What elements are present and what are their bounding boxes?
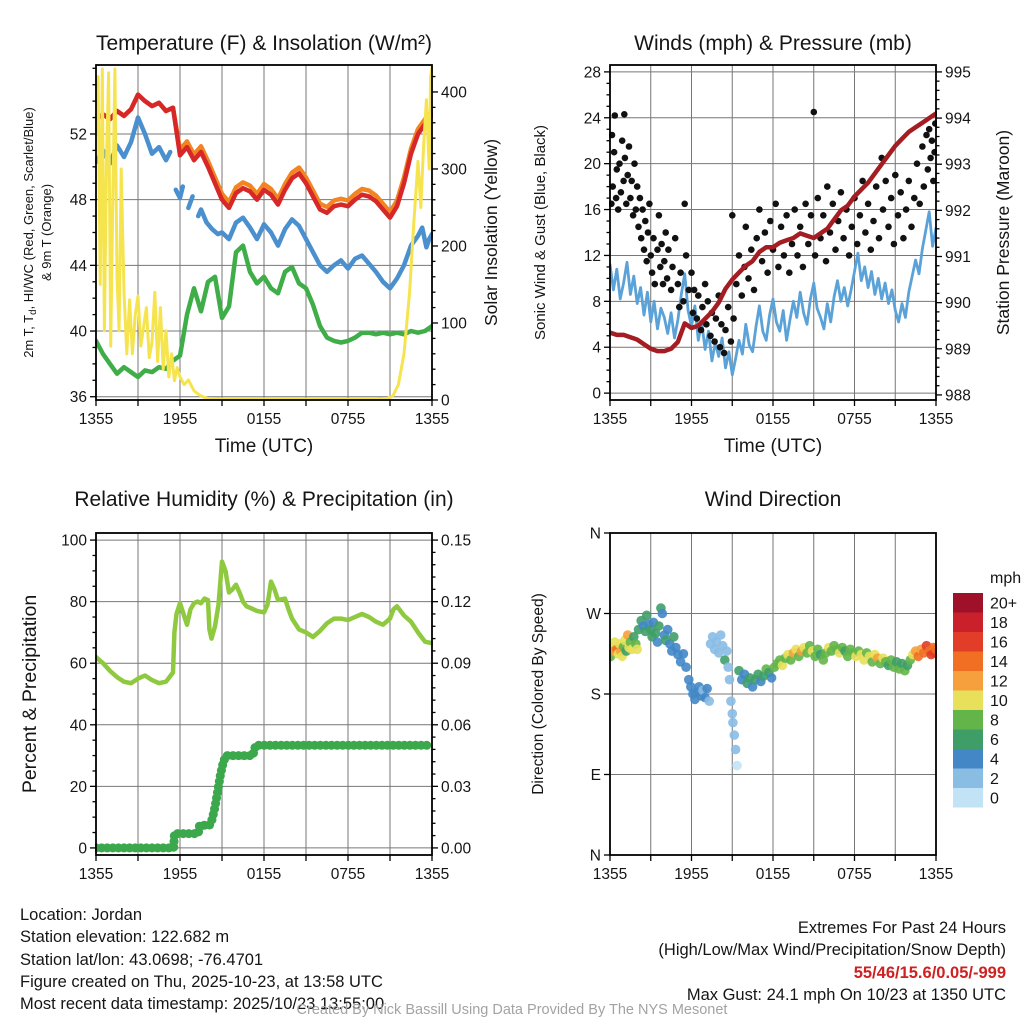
tick-marks [604, 533, 936, 861]
y-left-axis-label: Percent & Precipitation [19, 594, 41, 794]
x-tick-label: 1355 [918, 411, 954, 428]
chart-title: Wind Direction [704, 488, 842, 511]
x-tick-label: 1955 [162, 411, 198, 428]
y-left-tick-label: 48 [69, 192, 87, 210]
y-right-tick-label: 0.12 [441, 594, 472, 612]
x-tick-label: 0155 [755, 411, 791, 428]
legend-swatch [953, 769, 983, 789]
gridlines [96, 65, 432, 400]
y-left-tick-label: E [590, 767, 601, 784]
chart-winds-pressure [512, 0, 1024, 470]
x-tick-label: 0755 [330, 411, 366, 428]
y-left-tick-label: 40 [69, 717, 87, 735]
y-left-tick-label: 20 [583, 156, 601, 174]
x-tick-label: 1355 [78, 411, 114, 428]
legend-label: 4 [990, 751, 999, 769]
x-tick-label: 0755 [837, 411, 872, 428]
x-tick-label: 1355 [918, 866, 954, 883]
x-tick-label: 1355 [592, 866, 628, 883]
y-left-axis-label: Sonic Wind & Gust (Blue, Black) [532, 124, 549, 341]
chart-title: Temperature (F) & Insolation (W/m²) [95, 32, 433, 55]
station-location: Location: Jordan [20, 906, 143, 924]
legend-label: 14 [990, 654, 1008, 671]
figure-created-timestamp: Figure created on Thu, 2025-10-23, at 13:58 UTC [20, 972, 383, 991]
x-axis-label: Time (UTC) [214, 436, 314, 457]
y-right-tick-label: 990 [945, 295, 971, 313]
y-left-tick-label: 12 [583, 247, 601, 265]
legend-label: 8 [990, 712, 999, 730]
legend-label: 0 [990, 790, 999, 808]
y-right-tick-label: 200 [441, 238, 467, 256]
legend-label: 18 [990, 615, 1008, 632]
x-tick-label: 1355 [414, 411, 450, 428]
y-right-tick-label: 0.09 [441, 655, 472, 673]
y-right-axis-label: Solar Insolation (Yellow) [481, 138, 501, 327]
legend-swatch [953, 632, 983, 652]
y-right-tick-label: 995 [945, 64, 971, 82]
y-right-tick-label: 400 [441, 84, 467, 102]
y-left-tick-label: S [590, 686, 601, 704]
credit-line: Created By Nick Bassill Using Data Provided By The NYS Mesonet [296, 1002, 728, 1018]
x-tick-label: 1955 [674, 866, 709, 883]
y-left-tick-label: 0 [592, 385, 601, 403]
x-axis-label: Time (UTC) [723, 436, 823, 457]
y-left-tick-label: W [586, 606, 601, 623]
max-gust: Max Gust: 24.1 mph On 10/23 at 1350 UTC [686, 985, 1006, 1004]
chart-title: Winds (mph) & Pressure (mb) [634, 32, 912, 55]
legend-swatch [953, 671, 983, 691]
y-right-tick-label: 991 [945, 248, 971, 266]
extremes-values: 55/46/15.6/0.05/-999 [853, 963, 1006, 982]
y-right-tick-label: 992 [945, 202, 971, 220]
x-tick-label: 1955 [674, 411, 709, 428]
extremes-title: Extremes For Past 24 Hours [797, 919, 1006, 937]
legend-swatch [953, 749, 983, 769]
legend-label: 20+ [990, 595, 1018, 613]
x-tick-label: 1355 [78, 866, 114, 883]
speed-legend [953, 570, 1021, 808]
gridlines [96, 533, 432, 855]
legend-label: 6 [990, 732, 999, 749]
extremes-info [658, 917, 1006, 1006]
legend-title: mph [990, 570, 1022, 587]
gridlines [610, 533, 936, 855]
chart-wind-direction [512, 470, 1024, 920]
station-elevation: Station elevation: 122.682 m [20, 928, 230, 947]
y-left-tick-label: N [589, 847, 601, 865]
y-left-tick-label: 16 [583, 202, 601, 220]
extremes-subtitle: (High/Low/Max Wind/Precipitation/Snow Depth) [658, 941, 1006, 960]
y-left-tick-label: 100 [61, 532, 87, 550]
y-left-tick-label: 36 [69, 389, 87, 407]
y-left-tick-label: 24 [583, 110, 601, 128]
y-right-axis-label: Station Pressure (Maroon) [993, 129, 1013, 336]
legend-swatch [953, 730, 983, 750]
x-tick-label: 0155 [246, 866, 282, 883]
legend-label: 2 [990, 771, 999, 788]
chart-title: Relative Humidity (%) & Precipitation (in) [74, 488, 454, 511]
y-right-tick-label: 0 [441, 392, 450, 410]
x-tick-label: 1955 [162, 866, 198, 883]
x-tick-label: 1355 [414, 866, 450, 883]
y-right-tick-label: 300 [441, 161, 467, 179]
y-right-tick-label: 0.15 [441, 532, 472, 550]
y-right-tick-label: 0.03 [441, 778, 472, 796]
y-left-tick-label: 8 [592, 293, 601, 311]
station-info [20, 904, 384, 1015]
y-left-tick-label: 60 [69, 655, 87, 673]
most-recent-data-timestamp: Most recent data timestamp: 2025/10/23 13:55:00 [20, 995, 385, 1014]
y-right-tick-label: 988 [945, 387, 971, 405]
legend-swatch [953, 788, 983, 808]
y-left-tick-label: 0 [78, 840, 87, 858]
y-left-tick-label: 52 [69, 126, 87, 144]
y-left-tick-label: 40 [69, 323, 87, 341]
legend-swatch [953, 652, 983, 672]
y-left-tick-label: 20 [69, 778, 87, 796]
chart-humidity-precip [0, 470, 512, 920]
legend-label: 12 [990, 673, 1008, 691]
y-right-tick-label: 994 [945, 110, 971, 128]
chart-temp-insolation [0, 0, 512, 470]
legend-swatch [953, 710, 983, 730]
x-tick-label: 0155 [755, 866, 791, 883]
y-left-axis-label: 2m T, $T_d$, HI/WC (Red, Green, Scarlet/Blue) [21, 107, 39, 358]
x-tick-label: 1355 [592, 411, 628, 428]
y-right-tick-label: 100 [441, 315, 467, 333]
y-left-tick-label: 80 [69, 594, 87, 612]
legend-swatch [953, 613, 983, 633]
y-right-tick-label: 0.00 [441, 840, 472, 858]
y-right-tick-label: 0.06 [441, 717, 472, 735]
y-left-tick-label: 4 [592, 339, 601, 357]
y-left-axis-label: & 9m T (Orange) [39, 183, 54, 282]
y-right-tick-label: 993 [945, 156, 971, 174]
y-left-tick-label: 28 [583, 64, 601, 82]
y-left-axis-label: Direction (Colored By Speed) [530, 593, 547, 795]
y-right-tick-label: 989 [945, 341, 971, 359]
x-tick-label: 0755 [837, 866, 872, 883]
legend-label: 16 [990, 634, 1008, 652]
x-tick-label: 0755 [330, 866, 366, 883]
legend-label: 10 [990, 693, 1008, 710]
legend-swatch [953, 691, 983, 711]
station-latlon: Station lat/lon: 43.0698; -76.4701 [20, 950, 264, 969]
x-tick-label: 0155 [246, 411, 282, 428]
y-left-tick-label: 44 [69, 257, 87, 275]
legend-swatch [953, 593, 983, 613]
y-left-tick-label: N [589, 525, 601, 543]
